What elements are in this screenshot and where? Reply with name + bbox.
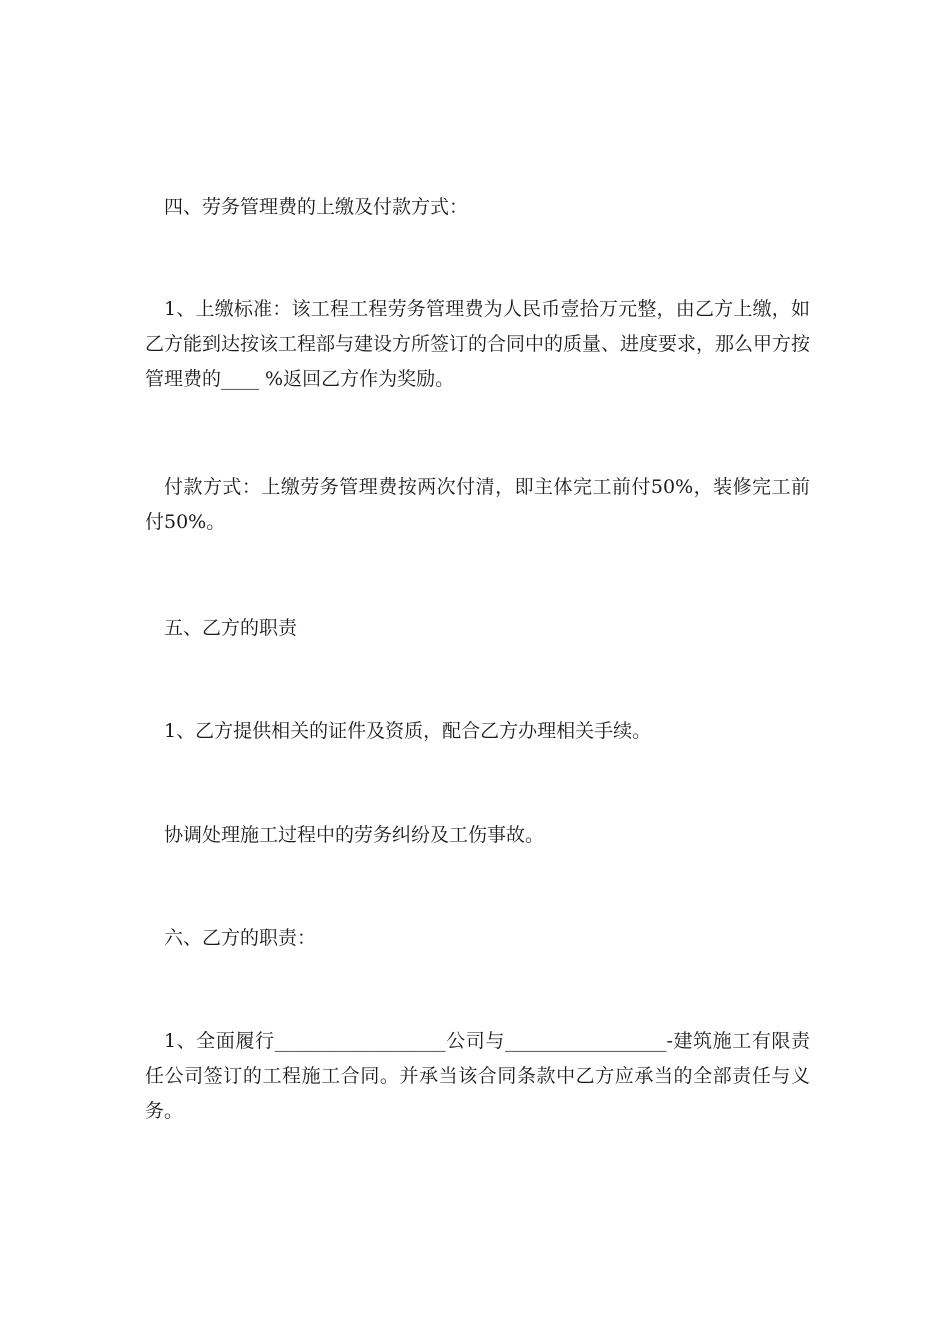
clause-contract-fulfillment: 1、全面履行__________________公司与_________________-建筑施工有限责任公司签订的工程施工合同。并承当该合同条款中乙方应承当的全部责任与义务。: [145, 1030, 810, 1122]
clause-payment-standard: 1、上缴标准：该工程工程劳务管理费为人民币壹拾万元整，由乙方上缴，如乙方能到达按该工程部与建设方所签订的合同中的质量、进度要求，那么甲方按管理费的____ %返回乙方作为奖励。: [145, 298, 811, 390]
section-heading-5: 五、乙方的职责: [164, 617, 298, 639]
section-heading-6: 六、乙方的职责：: [164, 927, 317, 949]
clause-payment-method: 付款方式：上缴劳务管理费按两次付清，即主体完工前付50%，装修完工前付50%。: [145, 476, 810, 533]
section-heading-4: 四、劳务管理费的上缴及付款方式：: [164, 196, 469, 218]
clause-dispute-handling: 协调处理施工过程中的劳务纠纷及工伤事故。: [164, 824, 545, 846]
clause-party-b-documents: 1、乙方提供相关的证件及资质，配合乙方办理相关手续。: [164, 720, 652, 742]
